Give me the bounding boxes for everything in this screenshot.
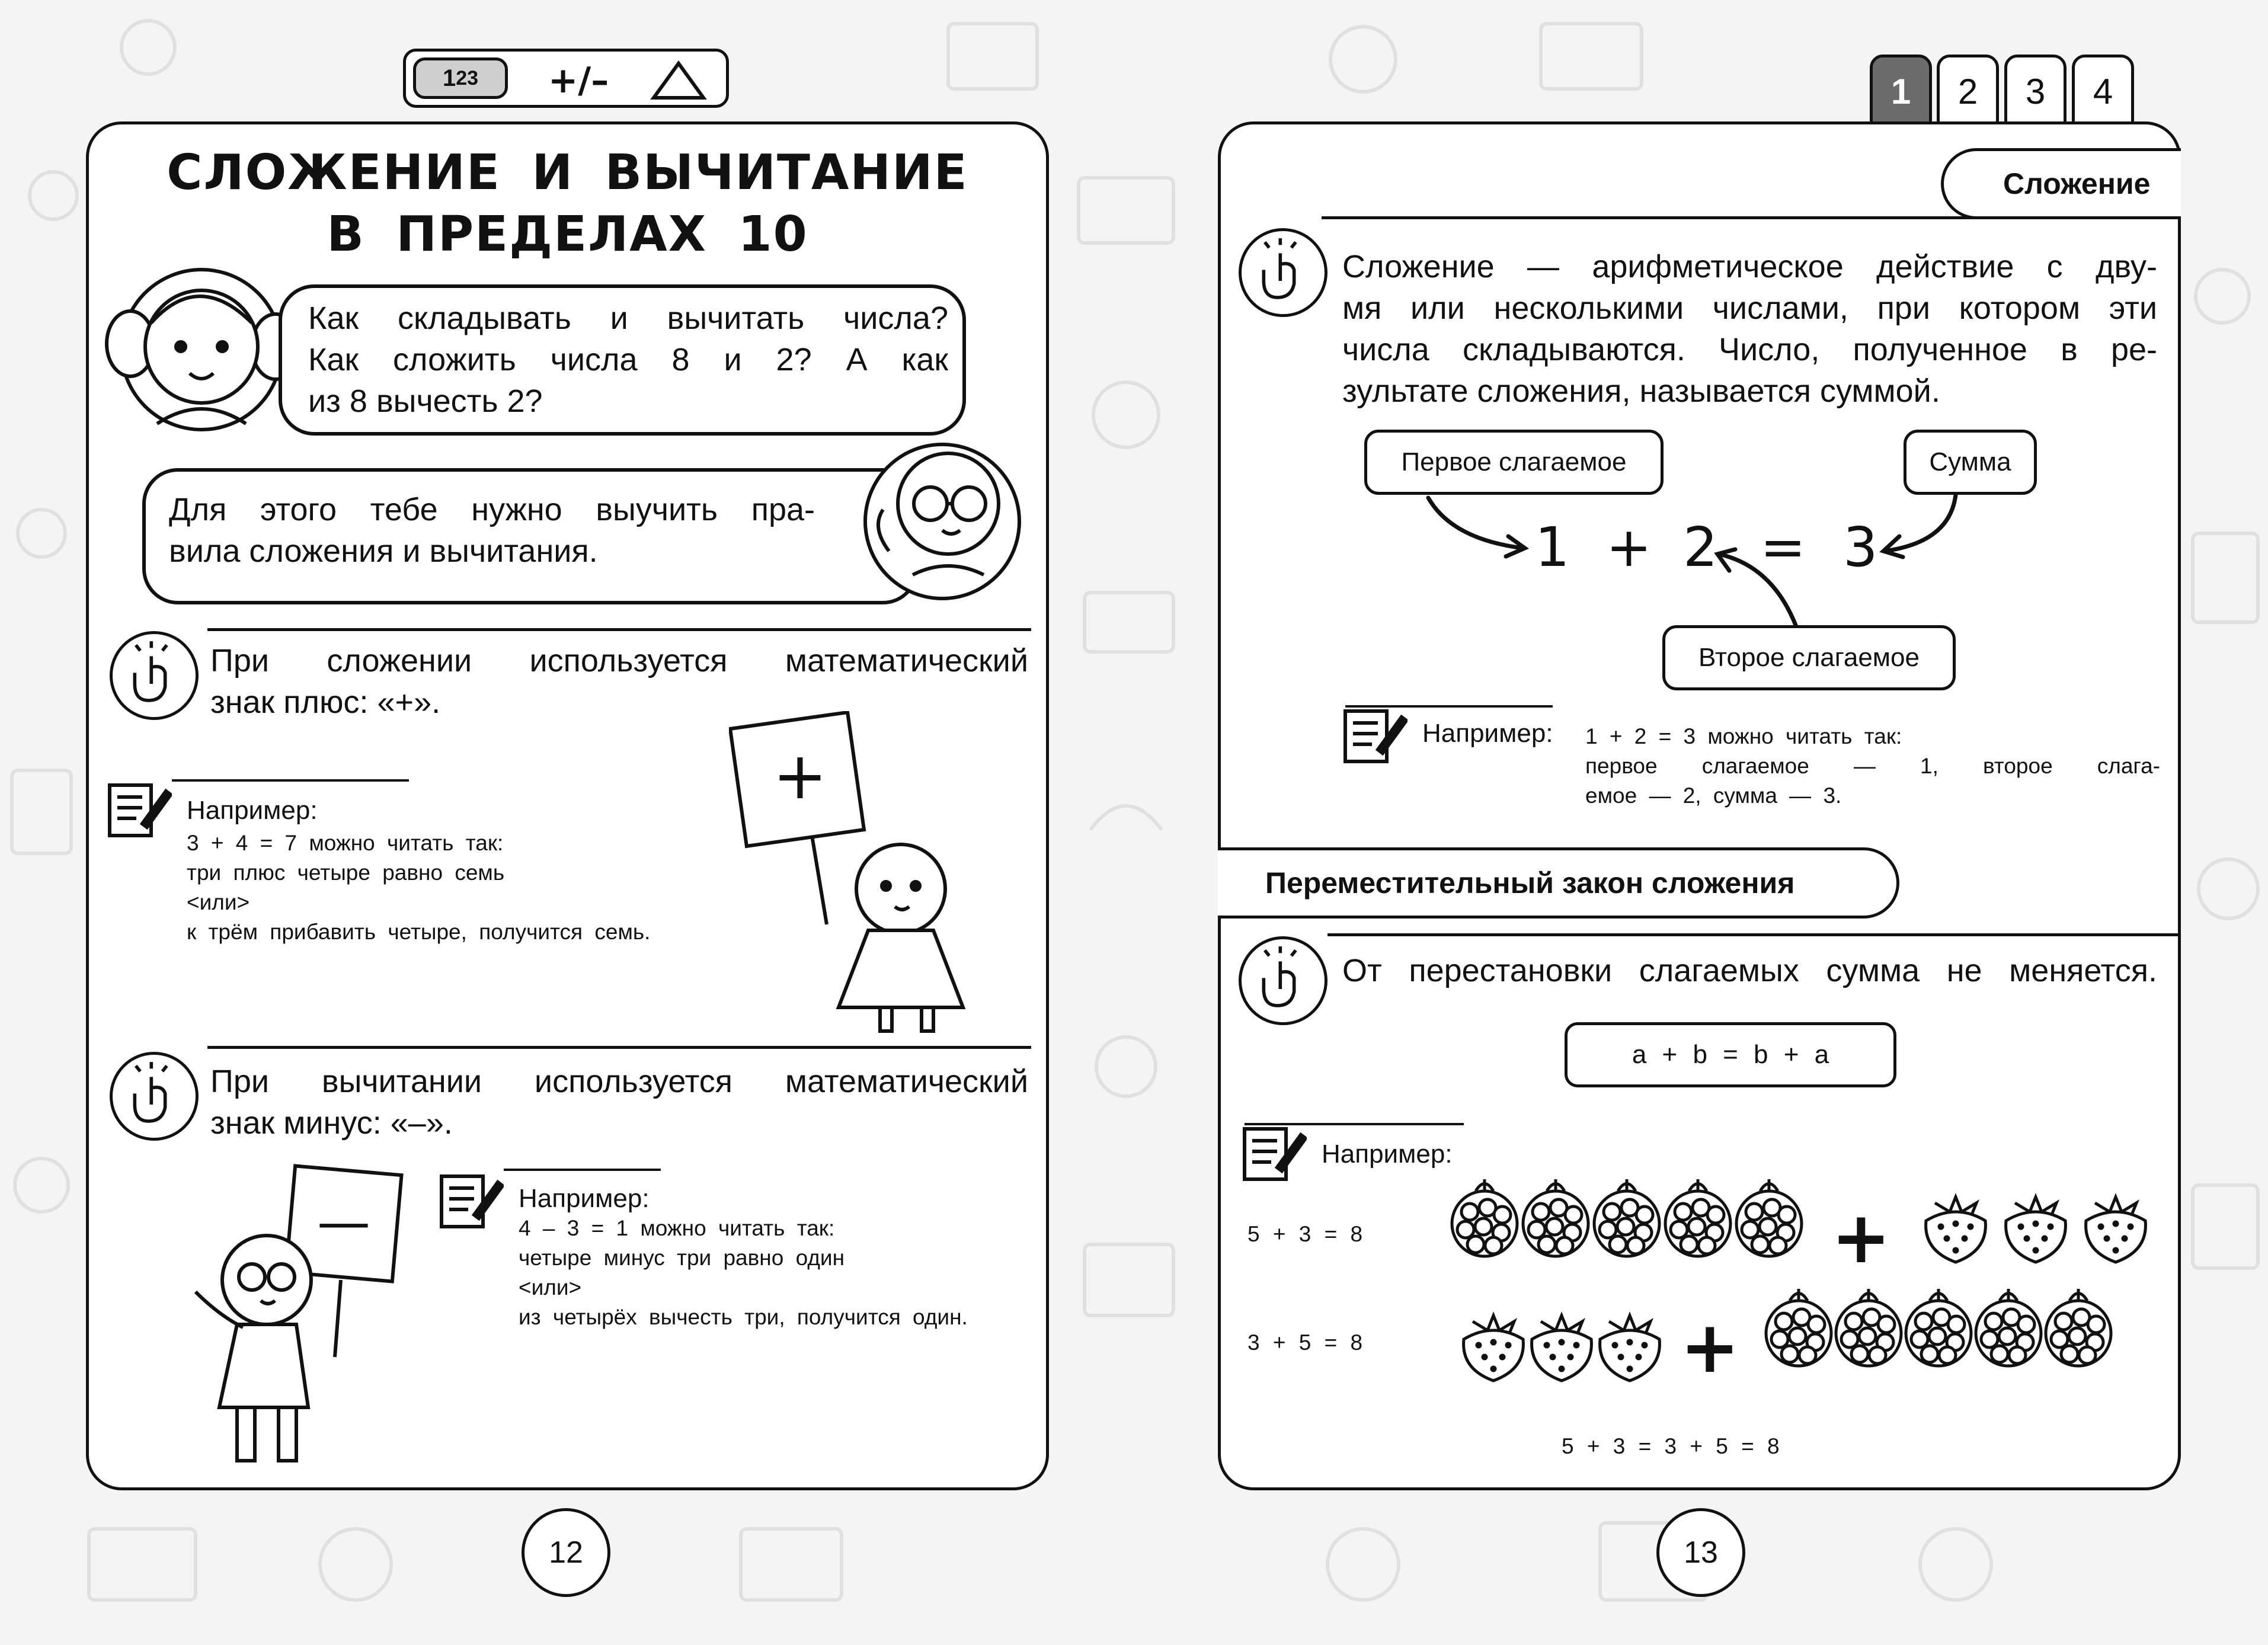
- pointing-finger-icon: [1239, 936, 1327, 1025]
- strawberry-icon: [1917, 1188, 1994, 1265]
- minus-rule-text: При вычитании используется математический знак минус: «–».: [210, 1064, 1028, 1141]
- section-nav: [403, 49, 729, 108]
- nav-numbers-tab[interactable]: 1 2 3: [413, 57, 508, 99]
- equation-final: 5 + 3 = 3 + 5 = 8: [1562, 1434, 1780, 1458]
- equation-term-2: 2: [1683, 516, 1718, 579]
- triangle-icon[interactable]: [649, 60, 708, 101]
- equation-sum: 3: [1843, 516, 1878, 579]
- example-label: Например:: [1322, 1140, 1453, 1169]
- equation-row-1: 5 + 3 = 8: [1247, 1222, 1363, 1246]
- plus-sign-card: +: [772, 738, 828, 814]
- raspberry-icon: [1733, 1173, 1805, 1262]
- section-header-addition: Сложение: [1941, 148, 2181, 219]
- raspberry-icon: [1973, 1283, 2044, 1372]
- divider-line: [172, 779, 409, 782]
- plus-rule-text: При сложении используется математический знак плюс: «+».: [210, 643, 1028, 720]
- raspberry-icon: [1520, 1173, 1591, 1262]
- divider-line: [1245, 1123, 1464, 1125]
- notebook-pencil-icon: [439, 1170, 504, 1230]
- page-tab-2[interactable]: 2: [1937, 55, 1999, 129]
- divider-line: [504, 1169, 661, 1171]
- divider-line: [1345, 705, 1553, 708]
- equation-arrows: [1410, 486, 1973, 634]
- nav-plusminus-tab[interactable]: +/–: [548, 60, 609, 101]
- minus-sign-card: —: [317, 1191, 370, 1253]
- equation-equals: =: [1760, 516, 1806, 579]
- second-addend-label: Второе слагаемое: [1662, 625, 1956, 690]
- notebook-pencil-icon: [1242, 1123, 1307, 1182]
- raspberry-icon: [1591, 1173, 1662, 1262]
- minus-example-text: 4 – 3 = 1 можно читать так: четыре минус три равно один <или> из четырёх вычесть три, получится один.: [519, 1216, 968, 1329]
- page-tab-1[interactable]: 1: [1870, 55, 1932, 129]
- page-tab-4[interactable]: 4: [2072, 55, 2134, 129]
- raspberry-icon: [1449, 1173, 1520, 1262]
- girl-avatar: [104, 258, 287, 436]
- strawberry-icon: [1591, 1307, 1668, 1384]
- page-tab-3[interactable]: 3: [2004, 55, 2067, 129]
- addition-definition-text: Сложение — арифметическое действие с дву- мя или несколькими числами, при котором эти числа складываются. Число, полученное в ре- зультате сложения, называется суммой.: [1342, 249, 2157, 409]
- equation-row-2: 3 + 5 = 8: [1247, 1330, 1363, 1355]
- notebook-pencil-icon: [1342, 705, 1407, 764]
- question-text: Как складывать и вычитать числа? Как сложить числа 8 и 2? А как из 8 вычесть 2?: [308, 300, 948, 419]
- raspberry-icon: [1903, 1283, 1974, 1372]
- plus-example-text: 3 + 4 = 7 можно читать так: три плюс четыре равно семь <или> к трём прибавить четыре, получится семь.: [187, 831, 651, 944]
- divider-line: [207, 1046, 1031, 1049]
- example1-text: 1 + 2 = 3 можно читать так: первое слагаемое — 1, второе слага- емое — 2, сумма — 3.: [1585, 724, 2160, 808]
- raspberry-icon: [1833, 1283, 1904, 1372]
- strawberry-icon: [2077, 1188, 2154, 1265]
- section-header-commutative-law: Переместительный закон сложения: [1218, 847, 1899, 918]
- divider-line: [1327, 933, 2181, 936]
- strawberry-icon: [1455, 1307, 1532, 1384]
- raspberry-icon: [1662, 1173, 1733, 1262]
- commutative-rule-text: От перестановки слагаемых сумма не меняется.: [1342, 953, 2157, 988]
- raspberry-icon: [2043, 1283, 2114, 1372]
- equation-plus: +: [1606, 516, 1652, 579]
- strawberry-icon: [1997, 1188, 2074, 1265]
- first-addend-label: Первое слагаемое: [1364, 430, 1664, 495]
- plus-sign-row-2: +: [1680, 1307, 1740, 1389]
- divider-line: [1322, 216, 2181, 219]
- sum-label: Сумма: [1904, 430, 2037, 495]
- equation-term-1: 1: [1535, 516, 1570, 579]
- divider-line: [207, 628, 1031, 631]
- commutative-formula: a + b = b + a: [1565, 1022, 1896, 1087]
- raspberry-icon: [1763, 1283, 1834, 1372]
- answer-text: Для этого тебе нужно выучить пра- вила сложения и вычитания.: [169, 492, 815, 569]
- pointing-finger-icon: [110, 631, 199, 720]
- strawberry-icon: [1523, 1307, 1600, 1384]
- example-label: Например:: [1422, 719, 1553, 748]
- notebook-pencil-icon: [107, 779, 172, 838]
- pointing-finger-icon: [110, 1052, 199, 1141]
- example-label: Например:: [187, 796, 318, 825]
- example-label: Например:: [519, 1184, 650, 1213]
- girl-glasses-avatar: [853, 427, 1031, 616]
- plus-sign-row-1: +: [1831, 1197, 1891, 1279]
- page-number-right: 13: [1656, 1508, 1745, 1597]
- page-title: СЛОЖЕНИЕ И ВЫЧИТАНИЕ В ПРЕДЕЛАХ 10: [167, 145, 968, 263]
- pointing-finger-icon: [1239, 228, 1327, 317]
- page-number-left: 12: [522, 1508, 610, 1597]
